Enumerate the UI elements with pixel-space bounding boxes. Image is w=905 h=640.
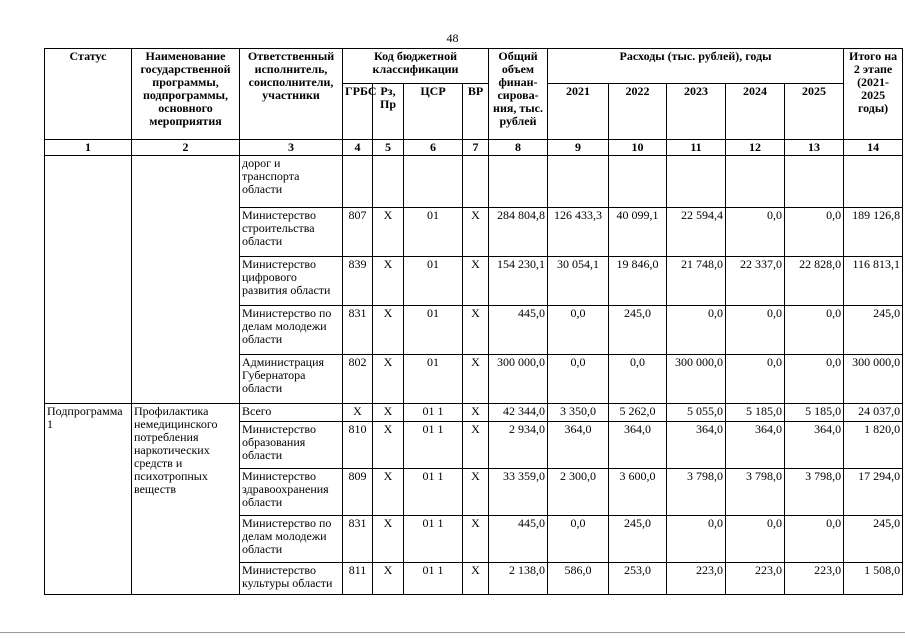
executor-cell: Администрация Губернатора области [240,355,343,404]
csr-cell: 01 [404,208,463,257]
grbs-cell: 810 [343,422,373,469]
total-stage-cell: 17 294,0 [844,469,903,516]
csr-cell: 01 1 [404,404,463,422]
vr-cell: Х [463,469,489,516]
csr-cell: 01 1 [404,422,463,469]
year-2023-cell: 0,0 [667,306,726,355]
year-2024-cell: 0,0 [726,355,785,404]
year-2023-cell: 0,0 [667,516,726,563]
year-2025-cell: 0,0 [785,355,844,404]
column-number: 4 [343,140,373,156]
year-2023-cell: 3 798,0 [667,469,726,516]
total-stage-cell [844,156,903,208]
total-volume-cell: 445,0 [489,516,548,563]
year-2024-cell [726,156,785,208]
header-grbs: ГРБС [343,84,373,140]
year-2021-cell: 3 350,0 [548,404,609,422]
header-year-2021: 2021 [548,84,609,140]
year-2023-cell: 300 000,0 [667,355,726,404]
year-2025-cell: 5 185,0 [785,404,844,422]
total-stage-cell: 116 813,1 [844,257,903,306]
executor-cell: Министерство образования области [240,422,343,469]
header-csr: ЦСР [404,84,463,140]
total-stage-cell: 189 126,8 [844,208,903,257]
vr-cell: Х [463,563,489,595]
header-year-2025: 2025 [785,84,844,140]
year-2022-cell: 3 600,0 [609,469,667,516]
year-2025-cell: 22 828,0 [785,257,844,306]
column-number: 6 [404,140,463,156]
column-number: 10 [609,140,667,156]
table-row [45,156,903,208]
executor-cell: Министерство здравоохранения области [240,469,343,516]
header-year-2024: 2024 [726,84,785,140]
year-2022-cell: 245,0 [609,516,667,563]
column-number: 11 [667,140,726,156]
rzpr-cell [373,156,404,208]
year-2021-cell: 586,0 [548,563,609,595]
year-2024-cell: 3 798,0 [726,469,785,516]
year-2021-cell: 0,0 [548,355,609,404]
year-2022-cell: 19 846,0 [609,257,667,306]
csr-cell: 01 1 [404,563,463,595]
rzpr-cell: Х [373,404,404,422]
rzpr-cell: Х [373,469,404,516]
rzpr-cell: Х [373,516,404,563]
rzpr-cell: Х [373,422,404,469]
header-budget-code: Код бюджетной классификации [343,49,489,84]
table-row [45,404,903,422]
year-2023-cell: 364,0 [667,422,726,469]
total-stage-cell: 300 000,0 [844,355,903,404]
total-volume-cell: 2 138,0 [489,563,548,595]
subprogram-name-cell: Профилактика немедицинского потребления наркотических средств и психотропных веществ [132,404,240,595]
year-2021-cell: 0,0 [548,516,609,563]
year-2025-cell: 364,0 [785,422,844,469]
year-2025-cell [785,156,844,208]
page-number: 48 [446,31,459,45]
year-2024-cell: 22 337,0 [726,257,785,306]
year-2025-cell: 0,0 [785,208,844,257]
grbs-cell: 811 [343,563,373,595]
header-name: Наименование государственной программы, подпрограммы, основного мероприятия [132,49,240,140]
total-stage-cell: 1 820,0 [844,422,903,469]
total-volume-cell: 154 230,1 [489,257,548,306]
csr-cell: 01 [404,306,463,355]
csr-cell: 01 1 [404,469,463,516]
executor-cell: дорог и транспорта области [240,156,343,208]
total-stage-cell: 24 037,0 [844,404,903,422]
column-number: 1 [45,140,132,156]
year-2022-cell: 0,0 [609,355,667,404]
header-vr: ВР [463,84,489,140]
rzpr-cell: Х [373,208,404,257]
year-2024-cell: 0,0 [726,208,785,257]
year-2024-cell: 5 185,0 [726,404,785,422]
header-executor: Ответственный исполнитель, соисполнители, участники [240,49,343,140]
vr-cell: Х [463,404,489,422]
vr-cell: Х [463,306,489,355]
status-cell [45,156,132,404]
total-volume-cell: 300 000,0 [489,355,548,404]
csr-cell: 01 [404,257,463,306]
total-volume-cell: 42 344,0 [489,404,548,422]
executor-cell: Министерство по делам молодежи области [240,306,343,355]
column-number: 13 [785,140,844,156]
year-2022-cell [609,156,667,208]
column-number: 9 [548,140,609,156]
header-expenses: Расходы (тыс. рублей), годы [548,49,844,84]
vr-cell: Х [463,516,489,563]
year-2023-cell: 21 748,0 [667,257,726,306]
year-2023-cell [667,156,726,208]
total-volume-cell: 2 934,0 [489,422,548,469]
vr-cell: Х [463,422,489,469]
year-2022-cell: 253,0 [609,563,667,595]
vr-cell: Х [463,257,489,306]
grbs-cell: Х [343,404,373,422]
grbs-cell: 802 [343,355,373,404]
grbs-cell: 839 [343,257,373,306]
budget-table [44,48,903,595]
header-total-volume: Общий объем финан-сирова-ния, тыс. рублей [489,49,548,140]
subprogram-status-cell: Подпрограмма 1 [45,404,132,595]
column-number-row [45,140,903,156]
year-2021-cell: 126 433,3 [548,208,609,257]
year-2021-cell [548,156,609,208]
grbs-cell: 831 [343,306,373,355]
year-2022-cell: 5 262,0 [609,404,667,422]
total-stage-cell: 245,0 [844,306,903,355]
year-2025-cell: 3 798,0 [785,469,844,516]
rzpr-cell: Х [373,563,404,595]
column-number: 8 [489,140,548,156]
header-year-2023: 2023 [667,84,726,140]
header-total-stage: Итого на 2 этапе (2021-2025 годы) [844,49,903,140]
total-stage-cell: 1 508,0 [844,563,903,595]
table-body [45,49,903,595]
rzpr-cell: Х [373,306,404,355]
executor-cell: Министерство цифрового развития области [240,257,343,306]
year-2024-cell: 223,0 [726,563,785,595]
year-2021-cell: 364,0 [548,422,609,469]
year-2023-cell: 223,0 [667,563,726,595]
total-volume-cell: 284 804,8 [489,208,548,257]
executor-cell: Всего [240,404,343,422]
scan-edge-line [0,632,905,633]
grbs-cell: 809 [343,469,373,516]
executor-cell: Министерство культуры области [240,563,343,595]
year-2025-cell: 0,0 [785,306,844,355]
year-2025-cell: 0,0 [785,516,844,563]
vr-cell: Х [463,208,489,257]
year-2024-cell: 364,0 [726,422,785,469]
year-2021-cell: 30 054,1 [548,257,609,306]
year-2021-cell: 2 300,0 [548,469,609,516]
total-volume-cell: 33 359,0 [489,469,548,516]
header-rzpr: Рз, Пр [373,84,404,140]
name-cell [132,156,240,404]
column-number: 12 [726,140,785,156]
column-number: 7 [463,140,489,156]
column-number: 2 [132,140,240,156]
year-2025-cell: 223,0 [785,563,844,595]
grbs-cell [343,156,373,208]
csr-cell: 01 [404,355,463,404]
rzpr-cell: Х [373,355,404,404]
total-volume-cell: 445,0 [489,306,548,355]
rzpr-cell: Х [373,257,404,306]
grbs-cell: 831 [343,516,373,563]
csr-cell: 01 1 [404,516,463,563]
year-2024-cell: 0,0 [726,516,785,563]
column-number: 5 [373,140,404,156]
grbs-cell: 807 [343,208,373,257]
executor-cell: Министерство строительства области [240,208,343,257]
header-status: Статус [45,49,132,140]
year-2022-cell: 40 099,1 [609,208,667,257]
year-2022-cell: 364,0 [609,422,667,469]
total-stage-cell: 245,0 [844,516,903,563]
year-2024-cell: 0,0 [726,306,785,355]
year-2023-cell: 22 594,4 [667,208,726,257]
vr-cell: Х [463,355,489,404]
column-number: 3 [240,140,343,156]
year-2021-cell: 0,0 [548,306,609,355]
csr-cell [404,156,463,208]
executor-cell: Министерство по делам молодежи области [240,516,343,563]
header-year-2022: 2022 [609,84,667,140]
column-number: 14 [844,140,903,156]
total-volume-cell [489,156,548,208]
year-2023-cell: 5 055,0 [667,404,726,422]
vr-cell [463,156,489,208]
year-2022-cell: 245,0 [609,306,667,355]
